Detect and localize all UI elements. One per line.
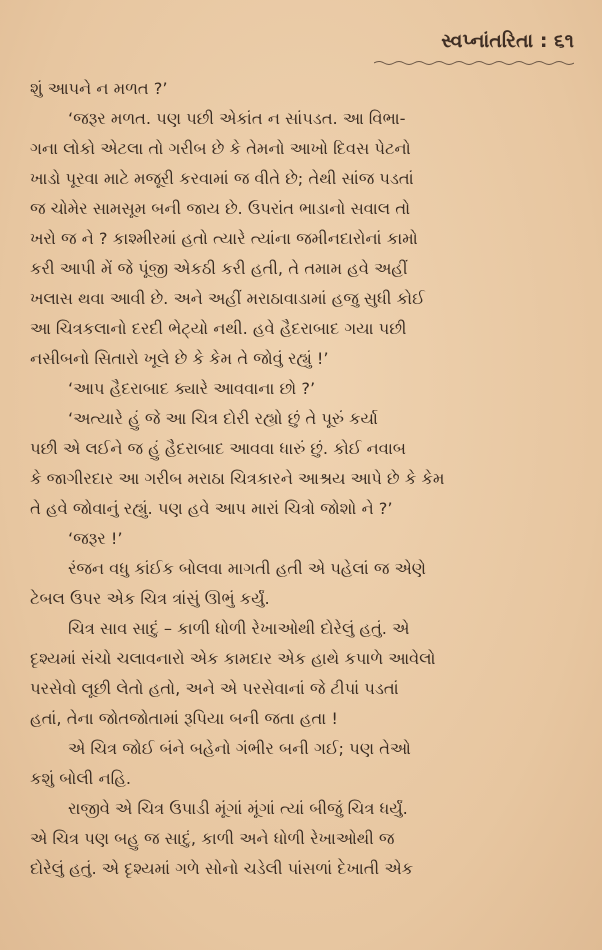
text-line: રંજન વધુ કાંઈક બોલવા માગતી હતી એ પહેલાં જ એણે: [68, 559, 426, 578]
text-line: ચિત્ર સાવ સાદું – કાળી ધોળી રેખાઓથી દોરેલું હતું. એ: [68, 619, 410, 638]
text-line: ‘આપ હૈદરાબાદ ક્યારે આવવાના છો ?’: [68, 379, 316, 398]
paragraph: [30, 614, 578, 734]
paragraph: [30, 794, 578, 884]
paragraph: [30, 404, 578, 524]
text-line: કરી આપી મેં જે પૂંજી એકઠી કરી હતી, તે તમામ હવે અહીં: [30, 259, 408, 278]
text-line: ‘જરૂર !’: [68, 529, 123, 548]
paragraph: [30, 374, 578, 404]
text-line: પરસેવો લૂછી લેતો હતો, અને એ પરસેવાનાં જે ટીપાં પડતાં: [30, 679, 399, 698]
paragraph: [30, 734, 578, 794]
text-line: રાજીવે એ ચિત્ર ઉપાડી મૂંગાં મૂંગાં ત્યાં બીજું ચિત્ર ધર્યું.: [68, 799, 408, 818]
text-line: ખાડો પૂરવા માટે મજૂરી કરવામાં જ વીતે છે; તેથી સાંજ પડતાં: [30, 169, 414, 188]
text-line: ગના લોકો એટલા તો ગરીબ છે કે તેમનો આખો દિવસ પેટનો: [30, 139, 411, 158]
paragraph: [30, 104, 578, 374]
text-line: નસીબનો સિતારો ખૂલે છે કે કેમ તે જોવું રહ્યું !’: [30, 349, 329, 368]
text-line: એ ચિત્ર પણ બહુ જ સાદું, કાળી અને ધોળી રેખાઓથી જ: [30, 829, 395, 848]
text-line: આ ચિત્રકલાનો દરદી ભેટ્યો નથી. હવે હૈદરાબાદ ગયા પછી: [30, 319, 407, 338]
text-line: કે જાગીરદાર આ ગરીબ મરાઠા ચિત્રકારને આશ્રય આપે છે કે કેમ: [30, 469, 445, 488]
page-body-text: [30, 74, 578, 884]
text-line: શું આપને ન મળત ?’: [30, 79, 168, 98]
text-line: ખલાસ થવા આવી છે. અને અહીં મરાઠાવાડામાં હજુ સુધી કોઈ: [30, 289, 425, 308]
paragraph: [30, 554, 578, 614]
text-line: ટેબલ ઉપર એક ચિત્ર ત્રાંસું ઊભું કર્યું.: [30, 589, 270, 608]
text-line: પછી એ લઈને જ હું હૈદરાબાદ આવવા ધારું છું. કોઈ નવાબ: [30, 439, 406, 458]
paragraph: [30, 524, 578, 554]
running-header: સ્વપ્નાંતરિતા : ૬૧: [441, 30, 574, 52]
paragraph: [30, 74, 578, 104]
header-decorative-rule: [374, 60, 574, 66]
text-line: ‘જરૂર મળત. પણ પછી એકાંત ન સાંપડત. આ વિભા-: [68, 109, 406, 128]
text-line: દોરેલું હતું. એ દૃશ્યમાં ગળે સોનો ચડેલી પાંસળાં દેખાતી એક: [30, 859, 414, 878]
text-line: હતાં, તેના જોતજોતામાં રૂપિયા બની જતા હતા !: [30, 709, 338, 728]
text-line: દૃશ્યમાં સંચો ચલાવનારો એક કામદાર એક હાથે કપાળે આવેલો: [30, 649, 436, 668]
text-line: ખરો જ ને ? કાશ્મીરમાં હતો ત્યારે ત્યાંના જમીનદારોનાં કામો: [30, 229, 418, 248]
text-line: એ ચિત્ર જોઈ બંને બહેનો ગંભીર બની ગઈ; પણ તેઓ: [68, 739, 411, 758]
text-line: કશું બોલી નહિ.: [30, 769, 132, 788]
text-line: જ ચોમેર સામસૂમ બની જાય છે. ઉપરાંત ભાડાનો સવાલ તો: [30, 199, 411, 218]
text-line: ‘અત્યારે હું જે આ ચિત્ર દોરી રહ્યો છું તે પૂરું કર્યા: [68, 409, 378, 428]
text-line: તે હવે જોવાનું રહ્યું. પણ હવે આપ મારાં ચિત્રો જોશો ને ?’: [30, 499, 393, 518]
